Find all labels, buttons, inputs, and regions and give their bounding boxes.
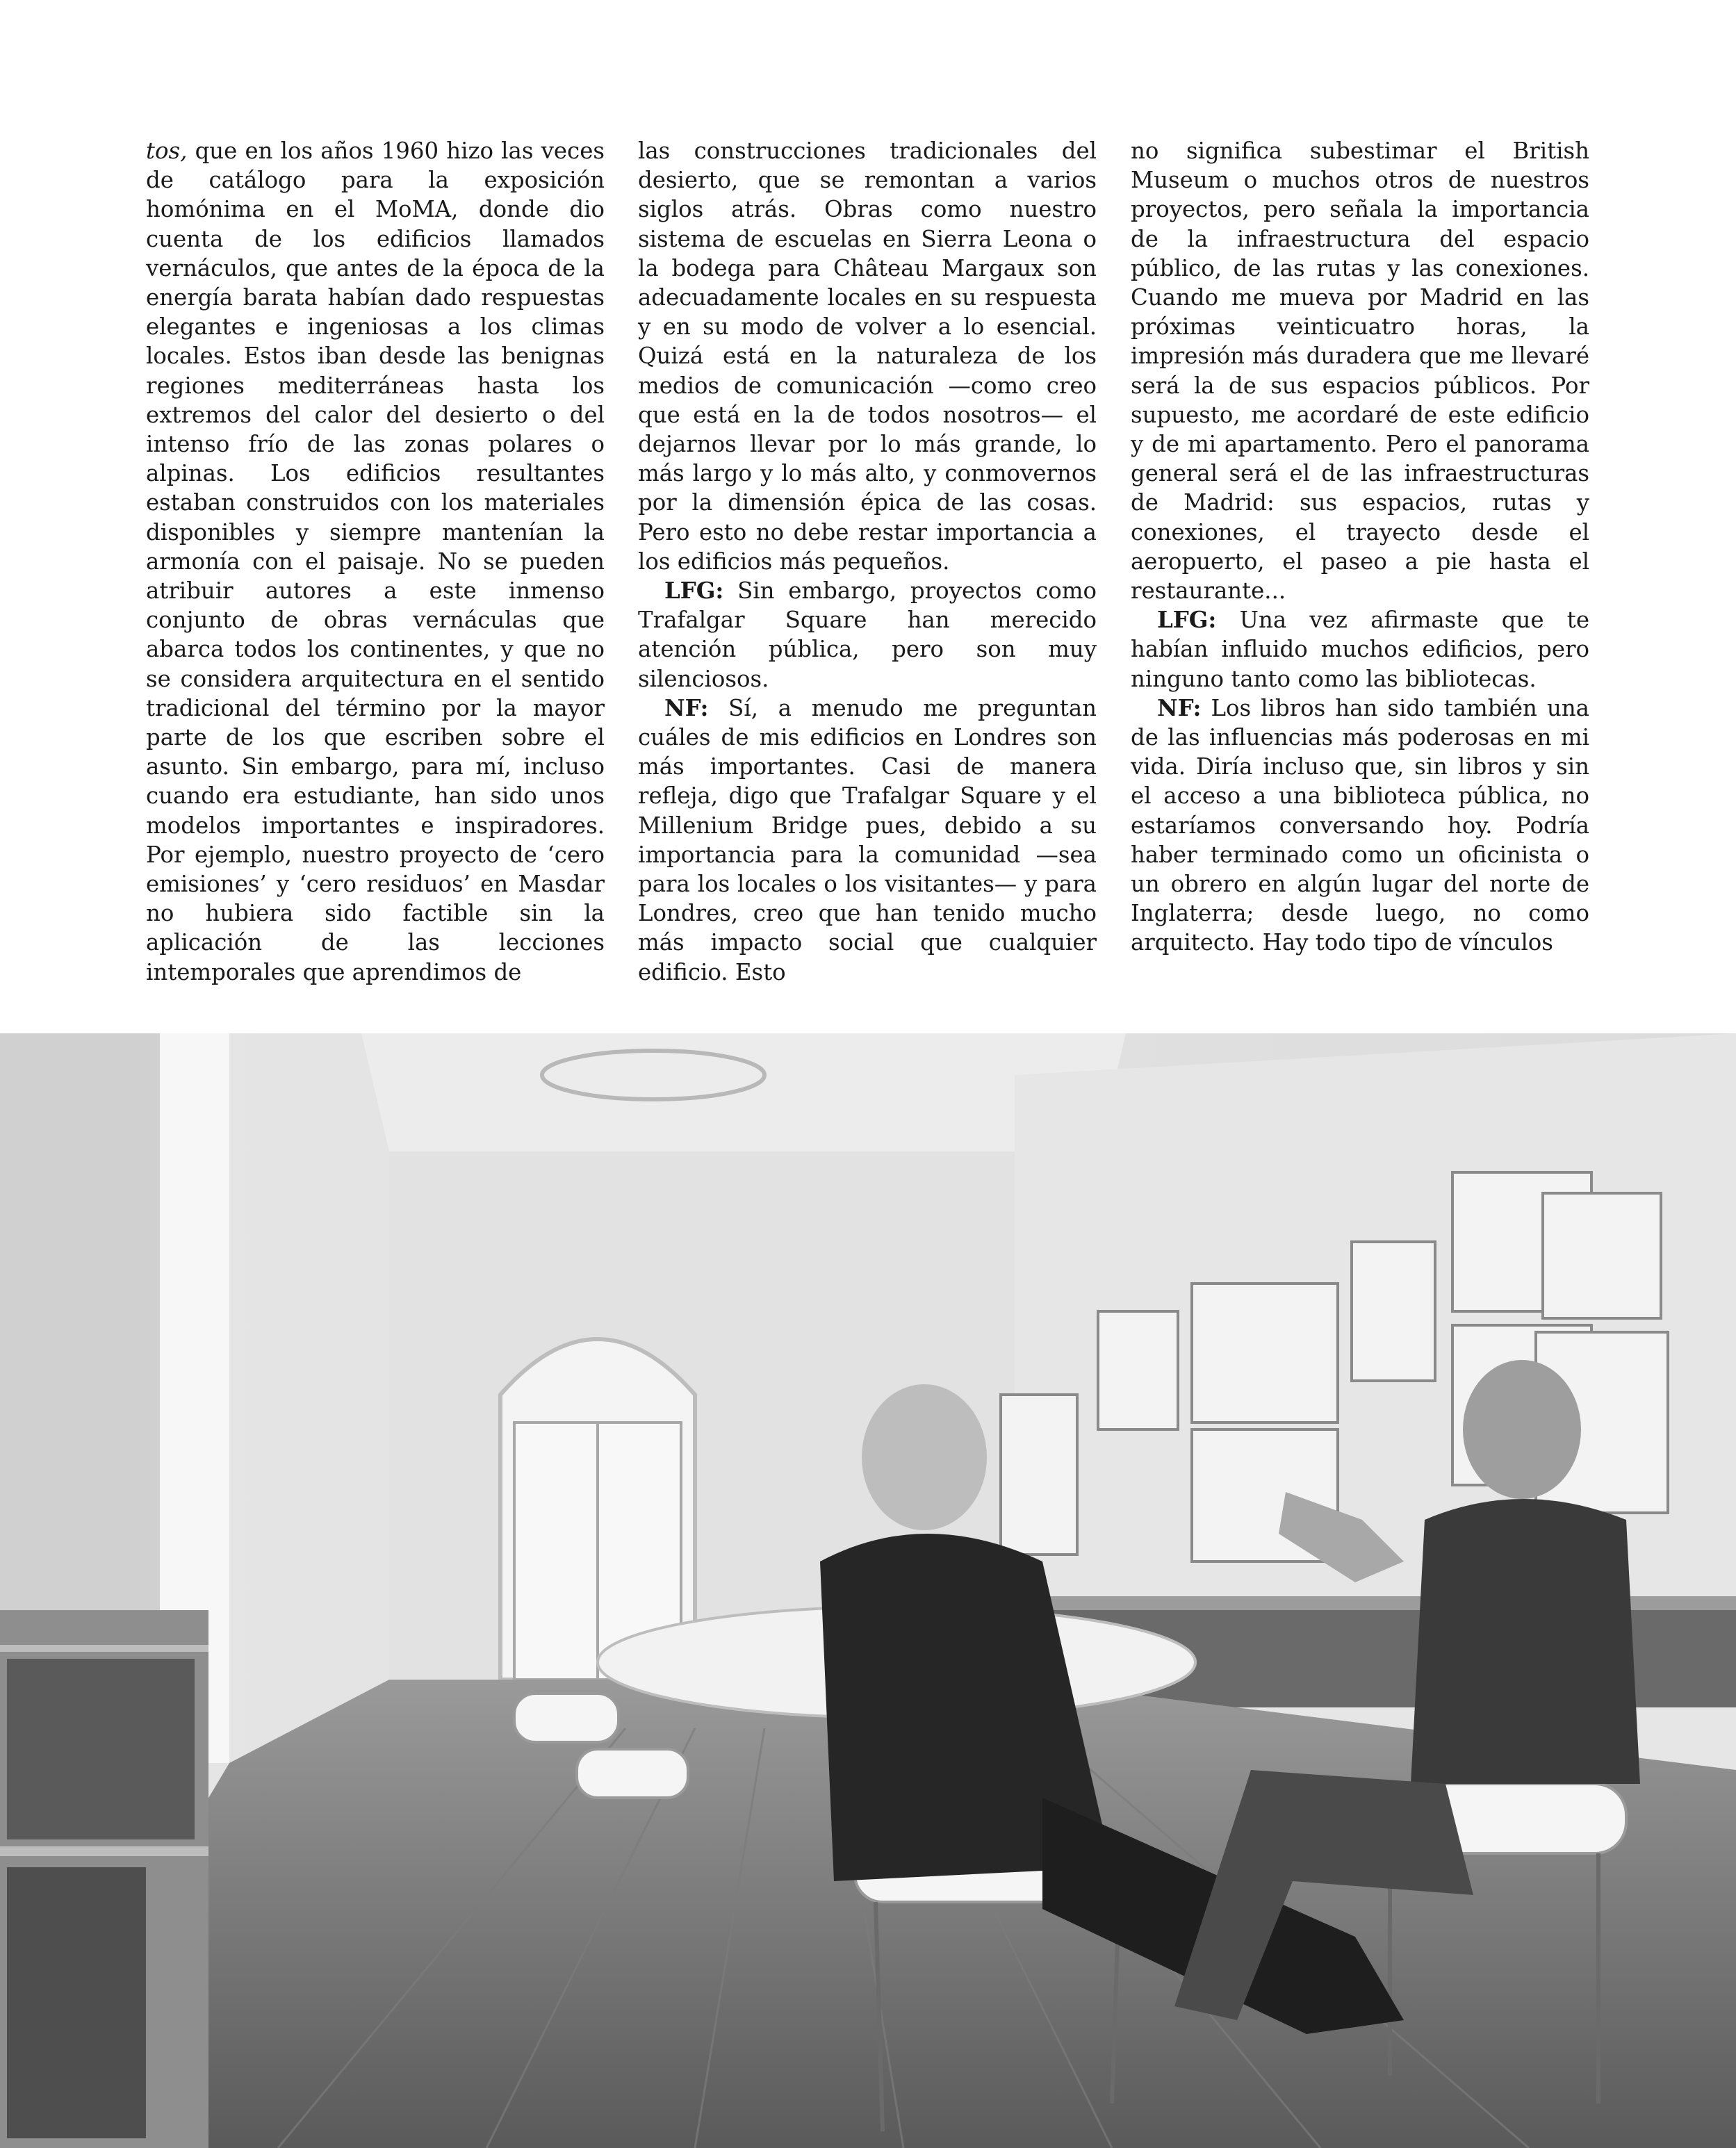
speaker-label: NF: (1157, 694, 1202, 721)
paragraph (1131, 694, 1589, 958)
paragraph-text: no significa subestimar el British Museum o muchos otros de nuestros proyectos, pero señala la importancia de la infraestructura del espacio público, de las rutas y las conexiones. Cuando me mueva por Madrid en las próximas veinticuatro horas, la impresión más duradera que me llevaré será la de sus espacios públicos. Por supuesto, me acordaré de este edificio y de mi apartamento. Pero el panorama general será el de las infraestructuras de Madrid: sus espacios, rutas y conexiones, el trayecto desde el aeropuerto, el paseo a pie hasta el restaurante... (1131, 138, 1589, 605)
paragraph-text: Una vez afirmaste que te habían influido muchos edificios, pero ninguno tanto como las bibliotecas. (1131, 607, 1589, 692)
interview-photo (0, 1033, 1736, 2148)
speaker-label: LFG: (664, 577, 724, 605)
paragraph (1131, 605, 1589, 694)
paragraph (638, 694, 1097, 987)
paragraph-text: Los libros han sido también una de las influencias más poderosas en mi vida. Diría incluso que, sin libros y sin el acceso a una biblioteca pública, no estaríamos conversando hoy. Podría haber terminado como un oficinista o un obrero en algún lugar del norte de Inglaterra; desde luego, no como arquitecto. Hay todo tipo de vínculos (1131, 694, 1589, 956)
paragraph-text: Sin embargo, proyectos como Trafalgar Square han merecido atención pública, pero son muy silenciosos. (638, 577, 1097, 692)
paragraph (146, 136, 605, 987)
paragraph (638, 136, 1097, 576)
paragraph-text: las construcciones tradicionales del desierto, que se remontan a varios siglos atrás. Obras como nuestro sistema de escuelas en Sierra Leona o la bodega para Château Margaux son adecuadamente locales en su respuesta y en su modo de volver a lo esencial. Quizá está en la naturaleza de los medios de comunicación —como creo que está en la de todos nosotros— el dejarnos llevar por lo más grande, lo más largo y lo más alto, y conmovernos por la dimensión épica de las cosas. Pero esto no debe restar importancia a los edificios más pequeños. (638, 138, 1097, 575)
speaker-label: LFG: (1157, 607, 1217, 634)
paragraph-text: Sí, a menudo me preguntan cuáles de mis edificios en Londres son más importantes. Casi de manera refleja, digo que Trafalgar Square y el Millenium Bridge pues, debido a su importancia para la comunidad —sea para los locales o los visitantes— y para Londres, creo que han tenido mucho más impacto social que cualquier edificio. Esto (638, 694, 1097, 985)
paragraph (1131, 136, 1589, 605)
paragraph (638, 576, 1097, 694)
interview-photo-illustration (0, 1033, 1736, 2148)
text-column-3 (1131, 136, 1589, 958)
italic-lead: tos, (146, 138, 188, 164)
text-column-2 (638, 136, 1097, 987)
paragraph-text: que en los años 1960 hizo las veces de catálogo para la exposición homónima en el MoMA, donde dio cuenta de los edificios llamados vernáculos, que antes de la época de la energía barata habían dado respuestas elegantes e ingeniosas a los climas locales. Estos iban desde las benignas regiones mediterráneas hasta los extremos del calor del desierto o del intenso frío de las zonas polares o alpinas. Los edificios resultantes estaban construidos con los materiales disponibles y siempre mantenían la armonía con el paisaje. No se pueden atribuir autores a este inmenso conjunto de obras vernáculas que abarca todos los continentes, y que no se considera arquitectura en el sentido tradicional del término por la mayor parte de los que escriben sobre el asunto. Sin embargo, para mí, incluso cuando era estudiante, han sido unos modelos importantes e inspiradores. Por ejemplo, nuestro proyecto de ‘cero emisiones’ y ‘cero residuos’ en Masdar no hubiera sido factible sin la aplicación de las lecciones intemporales que aprendimos de (146, 138, 605, 985)
text-column-1 (146, 136, 605, 987)
speaker-label: NF: (664, 694, 709, 721)
